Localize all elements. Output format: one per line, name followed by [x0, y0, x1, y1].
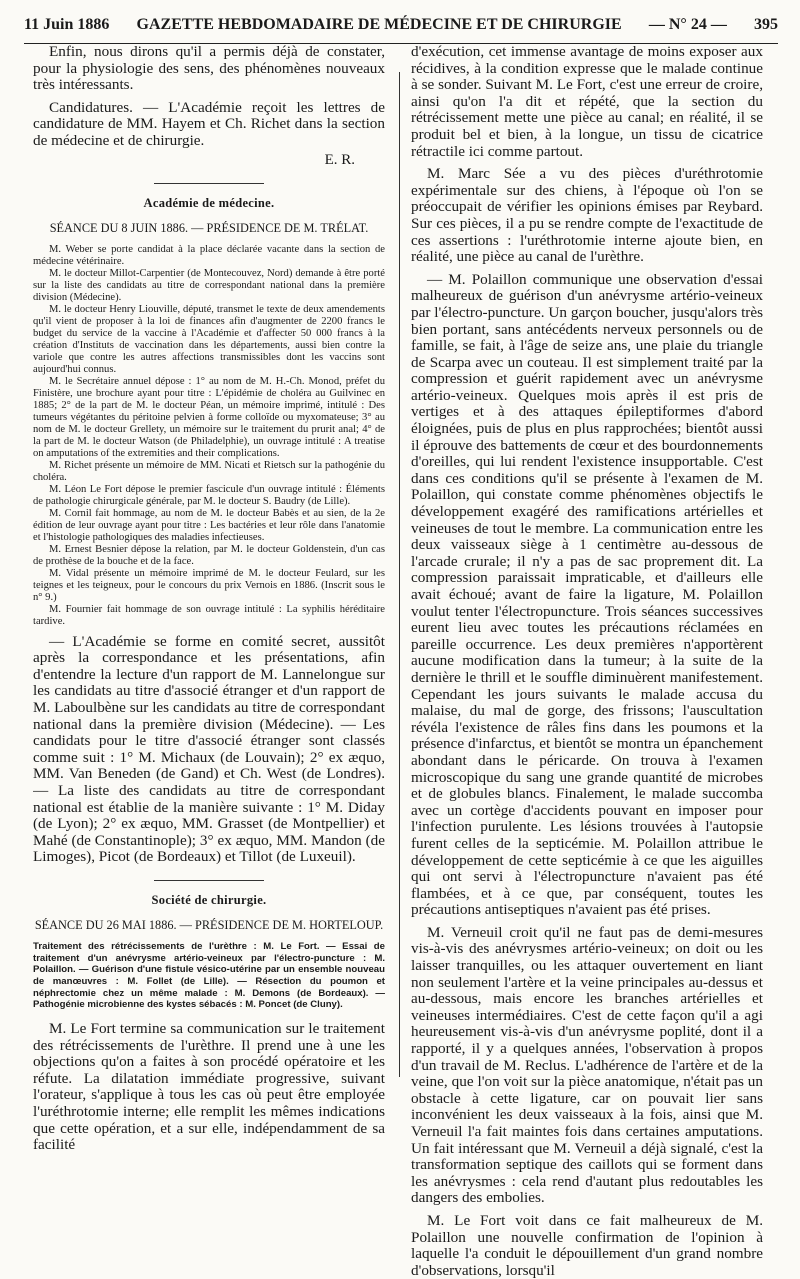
academie-item: M. le Secrétaire annuel dépose : 1° au nom de M. H.-Ch. Monod, préfet du Finistère, une brochure ayant pour titre : L'épidémie de choléra au Guilvinec en 1885; 2° de la part de M. le docteur Péan, un mémoire imprimé, intitulé : Des tumeurs végétantes du péritoine pelvien à forme colloïde ou myxomateuse; 3° au nom de M. le docteur Grellety, un mémoire sur le traitement du prurit anal; 4° de la part de M. le docteur Watson (de Philadelphie), un ouvrage intitulé : A treatise on amputations of the extremities and their complications.	[33, 375, 385, 459]
academie-seance-line: SÉANCE DU 8 JUIN 1886. — PRÉSIDENCE DE M. TRÉLAT.	[49, 220, 369, 235]
section-rule	[154, 880, 264, 881]
chirurgie-section-title: Société de chirurgie.	[151, 892, 267, 907]
paragraph-intro: Enfin, nous dirons qu'il a permis déjà de constater, pour la physiologie des sens, des phénomènes nouveaux très intéressants.	[33, 44, 385, 94]
chirurgie-seance-line: SÉANCE DU 26 MAI 1886. — PRÉSIDENCE DE M. HORTELOUP.	[34, 917, 384, 932]
header-issue-number: — N° 24 —	[648, 16, 727, 33]
header-journal-title: GAZETTE HEBDOMADAIRE DE MÉDECINE ET DE CHIRURGIE	[136, 16, 622, 33]
academie-item: M. Fournier fait hommage de son ouvrage intitulé : La syphilis héréditaire tardive.	[33, 603, 385, 627]
academie-item: M. Richet présente un mémoire de MM. Nicati et Rietsch sur la pathogénie du choléra.	[33, 459, 385, 483]
academie-items	[33, 244, 385, 628]
academie-item: M. Ernest Besnier dépose la relation, par M. le docteur Goldenstein, d'un cas de prothèse de la bouche et de la face.	[33, 543, 385, 567]
header-page-number: 395	[754, 16, 778, 33]
paragraph-comite-secret: — L'Académie se forme en comité secret, aussitôt après la correspondance et les présentations, afin d'entendre la lecture d'un rapport de M. Lannelongue sur les candidats au titre d'associé étranger et d'un rapport de M. Laboulbène sur les candidats au titre de correspondant national dans la première division (Médecine). — Les candidats pour le titre d'associé étranger sont classés comme suit : 1° M. Michaux (de Louvain); 2° ex æquo, MM. Van Beneden (de Gand) et Ch. West (de Londres). — La liste des candidats au titre de correspondant national est établie de la manière suivante : 1° M. Diday (de Lyon); 2° ex æquo, MM. Grasset (de Montpellier) et Mahé (de Constantinople); 3° ex æquo, MM. Mandon (de Limoges), Picot (de Bordeaux) et Tillot (de Luxeuil).	[33, 632, 385, 866]
right-column	[411, 44, 763, 1279]
academie-item: M. Weber se porte candidat à la place déclarée vacante dans la section de médecine vétérinaire.	[33, 243, 385, 267]
paragraph-continuation: d'exécution, cet immense avantage de moins exposer aux récidives, à la condition expresse que le malade continue à se sonder. Suivant M. Le Fort, c'est une erreur de croire, ainsi qu'on l'a dit et répété, que la section du rétrécissement mette une pièce au canal; en réalité, il se produit bel et bien, à la longue, un tissu de cicatrice rétractile ici comme partout.	[411, 44, 763, 160]
paragraph-candidatures: Candidatures. — L'Académie reçoit les lettres de candidature de MM. Hayem et Ch. Richet dans la section de médecine et de chirurgie.	[33, 98, 385, 149]
column-divider	[399, 72, 400, 1077]
page-header	[24, 12, 778, 38]
academie-item: M. le docteur Millot-Carpentier (de Montecouvez, Nord) demande à être porté sur la liste des candidats au titre de correspondant national dans la première division (Médecine).	[33, 267, 385, 303]
academie-item: M. Vidal présente un mémoire imprimé de M. le docteur Feulard, sur les teignes et les teigneux, pour le concours du prix Vernois en 1886. (Inscrit sous le n° 9.)	[33, 567, 385, 603]
paragraph-verneuil: M. Verneuil croit qu'il ne faut pas de demi-mesures vis-à-vis des anévrysmes artério-veineux; on doit ou les laisser tranquilles, ou les attaquer ouvertement en liant non seulement l'artère et la veine principales au-dessus et au-dessous, mais encore les branches artérielles et veineuses intermédiaires. C'est de cette façon qu'il a agi heureusement vis-à-vis d'un anévrysme poplité, dont il a rapporté, il y a quelques années, l'observation à propos d'un travail de M. Reclus. L'adhérence de l'artère et de la veine, que l'on voit sur la pièce anatomique, n'était pas un obstacle à cette ligature, car on pouvait lier sans inconvénient les deux vaisseaux à la fois, ainsi que M. Verneuil l'a fait maintes fois dans certaines amputations. Un fait intéressant que M. Verneuil a déjà signalé, c'est la transformation septique des caillots qui se forment dans les anévrysmes : cela rend d'autant plus redoutables les dangers des embolies.	[411, 923, 763, 1207]
academie-section-title: Académie de médecine.	[143, 195, 275, 210]
academie-item: M. Cornil fait hommage, au nom de M. le docteur Babès et au sien, de la 2e édition de leur ouvrage ayant pour titre : Les bactéries et leur rôle dans l'anatomie et l'histologie pathologiques des maladies infectieuses.	[33, 507, 385, 543]
paragraph-marc-see: M. Marc Sée a vu des pièces d'uréthrotomie expérimentale sur des chiens, à l'époque où l'on se préoccupait de vérifier les opinions émises par Reybard. Sur ces pièces, il a pu se rendre compte de l'exactitude de ces assertions : l'uréthrotomie interne ajoute bien, en réalité, une pièce au canal de l'urèthre.	[411, 165, 763, 266]
academie-item: M. le docteur Henry Liouville, député, transmet le texte de deux amendements qu'il vient de proposer à la loi de finances afin d'augmenter de 2200 francs le budget du service de la vaccine à l'Académie et d'affecter 50 000 francs à la création d'Instituts de vaccination dans les départements, aussi bien contre la variole que contre les autres affections transmissibles dont les vaccins sont aujourd'hui connus.	[33, 303, 385, 375]
section-rule	[154, 183, 264, 184]
paragraph-lefort-reply: M. Le Fort voit dans ce fait malheureux de M. Polaillon une nouvelle confirmation de l'opinion à laquelle l'a conduit le dépouillement d'un grand nombre d'observations, lorsqu'il	[411, 1211, 763, 1279]
signature: E. R.	[324, 151, 355, 168]
paragraph-lefort: M. Le Fort termine sa communication sur le traitement des rétrécissements de l'urèthre. Il prend une à une les objections qu'on a faites à son procédé opératoire et les réfute. La dilatation immédiate progressive, suivant l'orateur, s'applique à tous les cas où peut être employée l'uréthrotomie interne; elle remplit les mêmes indications que cette opération, et a sur elle, indépendamment de sa facilité	[33, 1020, 385, 1154]
chirurgie-summary: Traitement des rétrécissements de l'urèthre : M. Le Fort. — Essai de traitement d'un anévrysme artério-veineux par l'électro-puncture : M. Polaillon. — Guérison d'une fistule vésico-utérine par un ensemble nouveau de manœuvres : M. Follet (de Lille). — Résection du poumon et néphrectomie chez un même malade : M. Demons (de Bordeaux). — Pathogénie microbienne des kystes sébacés : M. Poncet (de Cluny).	[33, 940, 385, 1011]
header-date: 11 Juin 1886	[24, 16, 110, 33]
paragraph-polaillon: — M. Polaillon communique une observation d'essai malheureux de guérison d'un anévrysme artério-veineux par l'électro-puncture. Un garçon boucher, jusqu'alors très bien portant, sans antécédents nerveux personnels ou de famille, se fait, à l'âge de seize ans, une plaie du triangle de Scarpa avec un couteau. Il est simplement traité par la compression et guérit rapidement avec un anévrysme artério-veineux. Quelques mois après il est pris de vertiges et à des attaques épileptiformes d'abord éloignées, puis de plus en plus rapprochées; bientôt aussi il éprouve des battements de cœur et des bourdonnements d'oreilles, qui lui rendent l'existence insupportable. C'est dans ces conditions qu'il se présente à l'examen de M. Polaillon, qui constate comme phénomènes objectifs le développement exagéré des ramifications artérielles et veineuses de tout le membre. La communication entre les deux vaisseaux siège à 1 centimètre au-dessous de l'arcade crurale; il n'y a pas de sac proprement dit. La compression paraissait impraticable, et d'ailleurs elle avait échoué; avant de faire la ligature, M. Polaillon voulut tenter l'électropuncture. Trois séances successives eurent lieu avec toutes les précautions réclamées en pareille occurrence. Les deux premières n'apportèrent aucune modification dans la tumeur; à la suite de la dernière le thrill et le souffle diminuèrent manifestement. Cependant les jours suivants le malade accusa du malaise, du mal de gorge, des frissons; l'auscultation révéla l'existence de râles fins dans les poumons et la présence d'infarctus, et bientôt se montra un épanchement abondant dans le péricarde. On trouva à l'examen microscopique du sang une grande quantité de microbes et de globules blancs. Finalement, le malade succomba avec un cortège d'accidents pouvant en imposer pour l'infection purulente. Les lésions trouvées à l'autopsie furent celles de la septicémie. M. Polaillon attribue le développement de cette septicémie à ce que les aiguilles qui ont servi à l'électropuncture n'avaient pas été flambées, et à ce que, par conséquent, toutes les précautions antiseptiques n'avaient pas été prises.	[411, 270, 763, 919]
academie-item: M. Léon Le Fort dépose le premier fascicule d'un ouvrage intitulé : Éléments de pathologie chirurgicale générale, par M. le docteur S. Baudry (de Lille).	[33, 483, 385, 507]
left-column	[33, 44, 385, 1154]
